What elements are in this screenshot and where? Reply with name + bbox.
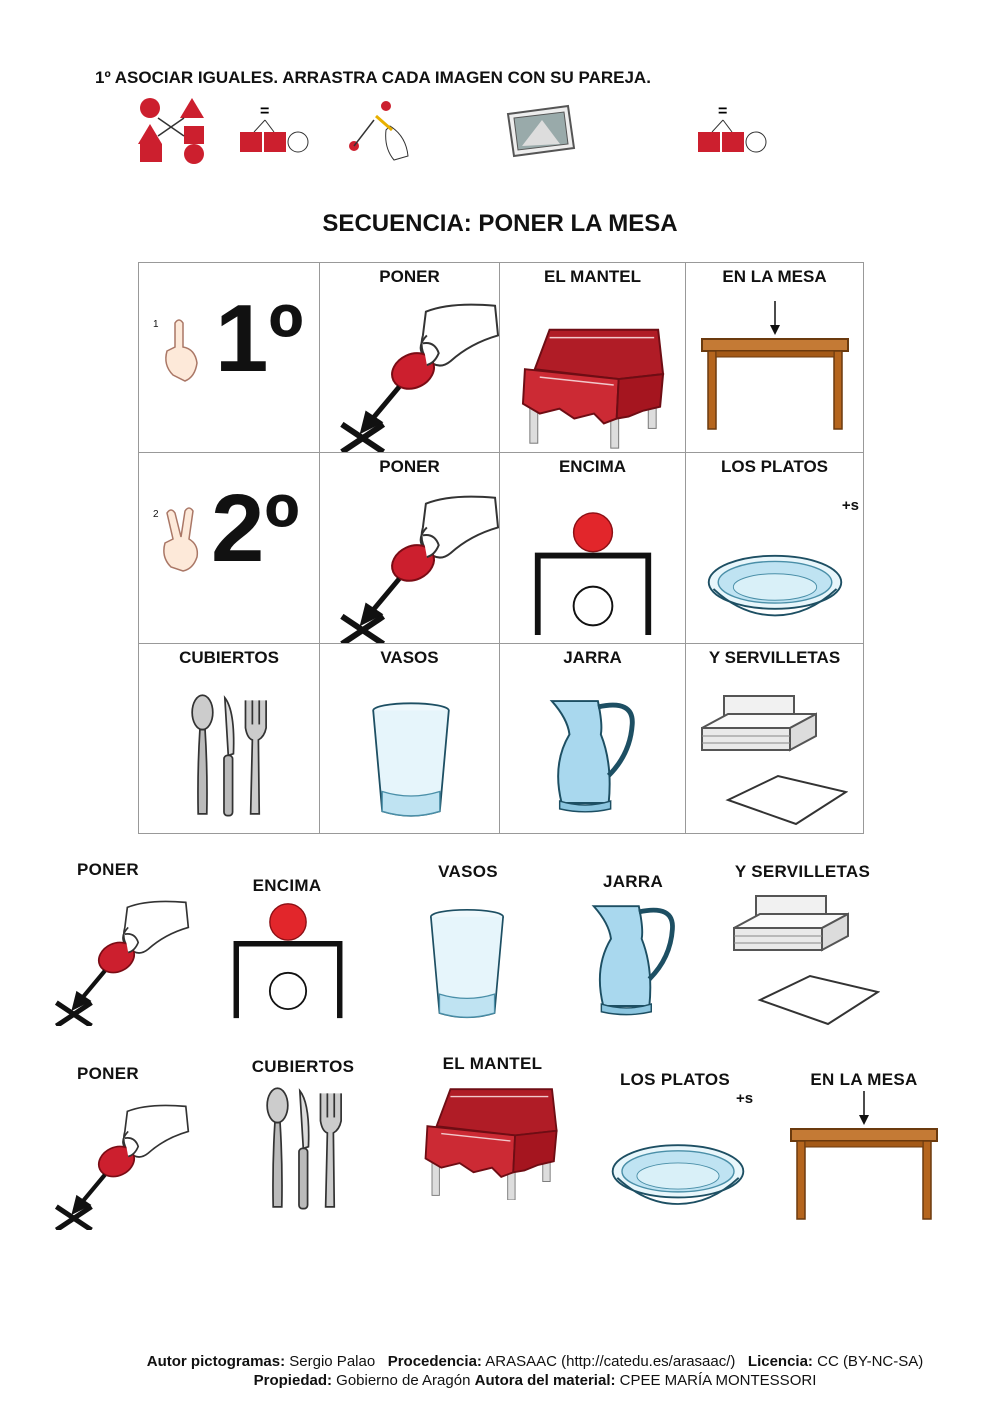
grid-cell-mesa xyxy=(685,262,864,453)
poner-icon xyxy=(332,475,500,645)
poner-icon xyxy=(48,1084,190,1234)
ordinal-1: 1º xyxy=(215,285,304,392)
drag-tile-poner-2[interactable] xyxy=(48,1062,188,1234)
plural-mark: +s xyxy=(736,1090,754,1107)
procedencia-value: ARASAAC (http://catedu.es/arasaac/) xyxy=(485,1353,736,1370)
tile-label: CUBIERTOS xyxy=(251,1057,355,1076)
grid-label: VASOS xyxy=(380,648,439,667)
svg-text:=: = xyxy=(260,103,270,120)
jug-icon xyxy=(586,900,682,1016)
plate-icon xyxy=(704,549,846,625)
table-icon xyxy=(700,291,850,441)
drag-tile-mantel[interactable] xyxy=(420,1052,565,1200)
grid-cell-poner-2 xyxy=(319,452,500,644)
grid-cell-servilletas xyxy=(685,643,864,834)
grid-cell-cubiertos xyxy=(138,643,320,834)
tile-label: PONER xyxy=(77,1064,139,1083)
svg-text:=: = xyxy=(718,103,728,120)
grid-label: LOS PLATOS xyxy=(720,457,829,476)
drag-tile-vasos[interactable] xyxy=(408,860,528,1025)
finger-count-2: 2 xyxy=(153,509,159,520)
poner-icon xyxy=(48,880,190,1030)
finger-count-1: 1 xyxy=(153,319,159,330)
sequence-grid xyxy=(138,262,864,834)
tile-label: JARRA xyxy=(602,872,664,891)
autora-value: CPEE MARÍA MONTESSORI xyxy=(619,1372,817,1389)
grid-cell-mantel xyxy=(499,262,686,453)
credits-footer xyxy=(0,1352,1000,1390)
tile-label: LOS PLATOS xyxy=(619,1070,731,1089)
drag-tile-platos[interactable] xyxy=(600,1068,770,1208)
equal-pair-icon-2 xyxy=(698,103,766,152)
grid-cell-ordinal-2 xyxy=(138,452,320,644)
one-finger-hand-icon xyxy=(153,315,205,385)
grid-cell-encima xyxy=(499,452,686,644)
licencia-label: Licencia: xyxy=(747,1353,813,1370)
tablecloth-icon xyxy=(520,319,668,449)
procedencia-label: Procedencia: xyxy=(387,1353,482,1370)
credits-line-1 xyxy=(0,1352,1000,1371)
plate-icon xyxy=(608,1138,748,1214)
autora-label: Autora del material: xyxy=(474,1372,616,1389)
cutlery-icon xyxy=(187,688,273,828)
ordinal-2: 2º xyxy=(211,475,300,582)
autor-label: Autor pictogramas: xyxy=(146,1353,286,1370)
drag-tile-encima[interactable] xyxy=(222,874,352,1019)
napkins-icon xyxy=(698,688,848,828)
napkins-icon xyxy=(730,888,880,1028)
tile-label: EN LA MESA xyxy=(810,1070,918,1089)
on-top-icon xyxy=(530,509,656,639)
grid-cell-ordinal-1 xyxy=(138,262,320,453)
tile-label: ENCIMA xyxy=(252,876,322,895)
grid-label: EL MANTEL xyxy=(544,267,641,286)
credits-line-2 xyxy=(0,1371,1000,1390)
grid-cell-jarra xyxy=(499,643,686,834)
drag-tile-cubiertos[interactable] xyxy=(238,1055,368,1220)
cutlery-icon xyxy=(262,1083,348,1219)
sequence-title: SECUENCIA: PONER LA MESA xyxy=(322,210,678,237)
glass-icon xyxy=(424,906,510,1022)
tile-label: VASOS xyxy=(438,862,498,881)
picture-icon xyxy=(508,106,574,156)
drag-tile-poner-1[interactable] xyxy=(48,858,188,1030)
grid-label: PONER xyxy=(379,267,440,286)
poner-icon xyxy=(332,283,500,453)
two-fingers-hand-icon xyxy=(153,505,205,575)
grid-cell-poner-1 xyxy=(319,262,500,453)
tablecloth-icon xyxy=(422,1080,562,1200)
tile-label: PONER xyxy=(77,860,139,879)
glass-icon xyxy=(366,700,456,820)
drag-tile-jarra[interactable] xyxy=(578,870,688,1020)
plural-mark: +s xyxy=(841,497,859,514)
drag-tile-mesa[interactable] xyxy=(785,1068,943,1223)
licencia-value: CC (BY-NC-SA) xyxy=(817,1353,924,1370)
grid-label: PONER xyxy=(379,457,440,476)
instruction-text: 1º ASOCIAR IGUALES. ARRASTRA CADA IMAGEN CON SU PAREJA. xyxy=(95,68,651,87)
tile-label: EL MANTEL xyxy=(442,1054,543,1073)
equal-pair-icon xyxy=(240,103,308,152)
connect-line-icon xyxy=(349,101,408,160)
table-icon xyxy=(789,1090,939,1222)
grid-label: ENCIMA xyxy=(558,457,627,476)
grid-cell-platos xyxy=(685,452,864,644)
propiedad-label: Propiedad: xyxy=(253,1372,332,1389)
drag-tile-servilletas[interactable] xyxy=(720,860,885,1030)
autor-value: Sergio Palao xyxy=(289,1353,376,1370)
grid-label: CUBIERTOS xyxy=(179,648,279,667)
propiedad-value: Gobierno de Aragón xyxy=(336,1372,471,1389)
on-top-icon xyxy=(228,902,348,1020)
tile-label: Y SERVILLETAS xyxy=(734,862,871,881)
grid-label: EN LA MESA xyxy=(722,267,827,286)
associate-shapes-icon xyxy=(138,98,204,164)
grid-label: JARRA xyxy=(563,648,622,667)
jug-icon xyxy=(544,694,642,814)
instruction-pictograms xyxy=(136,96,776,166)
grid-cell-vasos xyxy=(319,643,500,834)
grid-label: Y SERVILLETAS xyxy=(708,648,841,667)
